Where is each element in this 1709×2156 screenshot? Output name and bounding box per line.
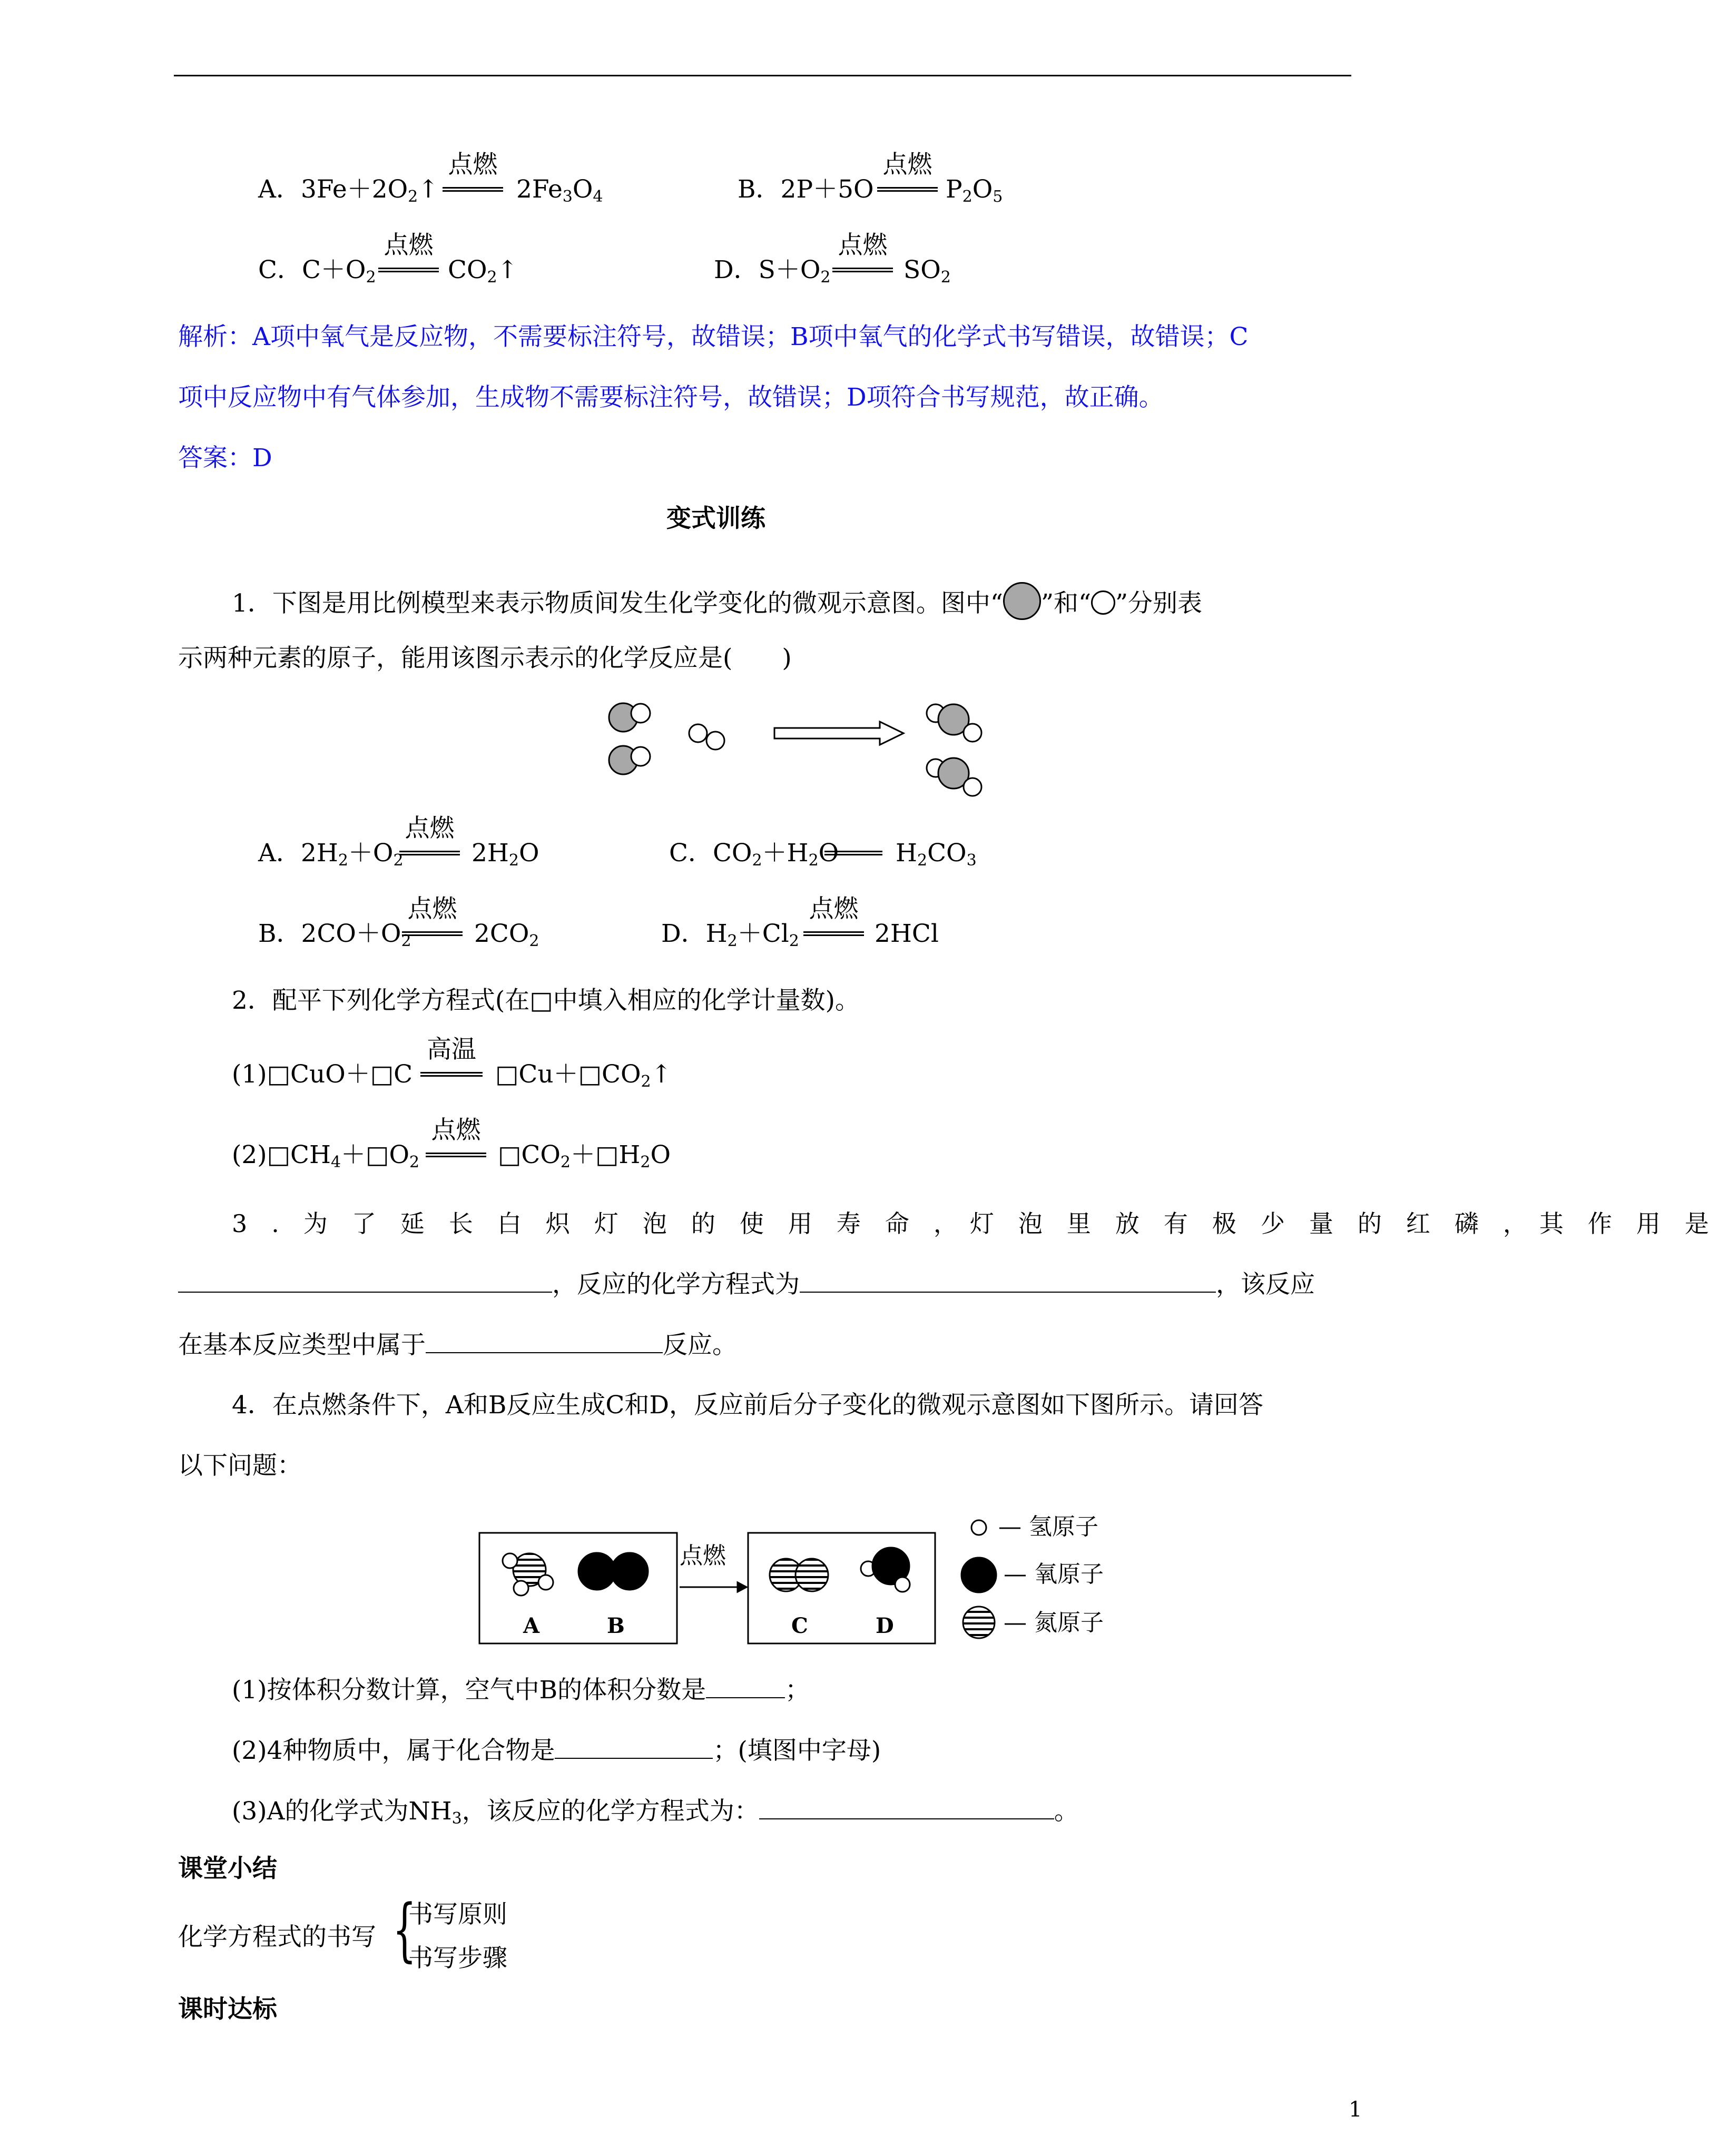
analysis-line-1: 解析：A项中氧气是反应物，不需要标注符号，故错误；B项中氧气的化学式书写错误，故错误；C bbox=[178, 322, 1249, 351]
q4-line-1: 4．在点燃条件下，A和B反应生成C和D，反应前后分子变化的微观示意图如下图所示。请回答 bbox=[232, 1391, 1264, 1420]
summary-label: 化学方程式的书写 bbox=[178, 1923, 376, 1952]
q4-molecule-b-oxygen-atom bbox=[611, 1553, 648, 1590]
q3-line-2: ，反应的化学方程式为 ，该反应 bbox=[178, 1268, 1315, 1301]
q2-equation-2-condition: 点燃 bbox=[431, 1116, 481, 1145]
option-a-equals bbox=[443, 187, 503, 192]
q3-blank-equation[interactable] bbox=[800, 1268, 1216, 1293]
q1-reactant-3-white-atom bbox=[689, 724, 707, 742]
final-title: 课时达标 bbox=[178, 1995, 277, 2024]
q1-option-c-product: $H_2CO_3$ bbox=[896, 839, 977, 870]
q4-molecule-a-hydrogen-atom bbox=[514, 1581, 528, 1596]
q1-option-d: D．$H_2+Cl_2$ bbox=[661, 919, 799, 950]
analysis-answer: 答案：D bbox=[178, 444, 272, 472]
q3-line-3: 在基本反应类型中属于 反应。 bbox=[178, 1329, 737, 1361]
q2-equation-2-products: $□CO_2+□H_2O$ bbox=[498, 1140, 671, 1171]
q3-line-1: 3 . 为 了 延 长 白 炽 灯 泡 的 使 用 寿 命 ， 灯 泡 里 放 有 极 少 量 的 红 磷 ， 其 作 用 是 bbox=[232, 1209, 1709, 1238]
q2-equation-2-reactants: $(2)□CH_4+□O_2$ bbox=[232, 1140, 420, 1171]
q1-option-c-equals bbox=[824, 851, 882, 855]
q4-blank-3[interactable] bbox=[759, 1795, 1054, 1819]
q1-line-2: 示两种元素的原子，能用该图示表示的化学反应是( ) bbox=[178, 644, 792, 673]
q1-option-a-equals bbox=[399, 851, 460, 855]
q1-line-1: 1．下图是用比例模型来表示物质间发生化学变化的微观示意图。图中“ ”和“ ”分别表 bbox=[232, 582, 1202, 620]
q4-sub-2: (2)4种物质中，属于化合物是 ；(填图中字母) bbox=[232, 1735, 881, 1767]
summary-item-principles: 书写原则 bbox=[408, 1900, 507, 1929]
q1-product-1-white-atom bbox=[964, 724, 981, 742]
q4-molecule-c-nitrogen-atom bbox=[795, 1559, 828, 1591]
q4-label-c: C bbox=[791, 1613, 808, 1638]
q4-molecule-b-oxygen-atom bbox=[578, 1553, 615, 1590]
legend-hydrogen-atom-icon bbox=[971, 1520, 986, 1535]
q4-sub-1: (1)按体积分数计算，空气中B的体积分数是 ； bbox=[232, 1674, 810, 1706]
option-a-condition: 点燃 bbox=[448, 150, 498, 179]
q1-option-a: A．$2H_2+O_2$ bbox=[258, 839, 404, 870]
section-title: 变式训练 bbox=[666, 504, 765, 533]
q1-option-b-condition: 点燃 bbox=[407, 894, 457, 923]
legend-hydrogen-label: — 氢原子 bbox=[998, 1513, 1098, 1540]
q1-reactant-2-white-atom bbox=[631, 747, 650, 766]
q4-blank-2[interactable] bbox=[555, 1735, 713, 1759]
q1-reaction-figure bbox=[601, 690, 1001, 806]
q4-molecule-a-hydrogen-atom bbox=[503, 1553, 517, 1568]
q4-molecule-a-hydrogen-atom bbox=[538, 1575, 553, 1590]
q4-arrow-condition: 点燃 bbox=[680, 1542, 726, 1569]
gray-atom-icon bbox=[1003, 582, 1041, 620]
q1-option-a-product: $2H_2O$ bbox=[472, 839, 539, 870]
q3-blank-reaction-type[interactable] bbox=[426, 1329, 663, 1353]
option-d-product: $SO_2$ bbox=[903, 255, 951, 287]
q4-line-2: 以下问题： bbox=[178, 1451, 302, 1480]
q2-equation-2-equals bbox=[426, 1153, 486, 1157]
summary-title: 课堂小结 bbox=[178, 1854, 277, 1883]
q4-label-b: B bbox=[607, 1613, 625, 1638]
q4-sub-3: (3)A的化学式为$NH_3$，该反应的化学方程式为： 。 bbox=[232, 1795, 1079, 1827]
legend-nitrogen-atom-icon bbox=[963, 1607, 995, 1638]
q1-reactant-3-white-atom bbox=[706, 732, 724, 750]
q2-equation-1-equals bbox=[420, 1072, 483, 1077]
q4-reactants-box bbox=[479, 1533, 677, 1643]
q4-molecule-figure bbox=[477, 1507, 1119, 1646]
header-rule bbox=[174, 75, 1351, 76]
option-c-condition: 点燃 bbox=[384, 231, 434, 260]
summary-brace: { bbox=[392, 1889, 417, 1970]
q4-blank-1[interactable] bbox=[706, 1674, 785, 1698]
option-d: D．$S+O_2$ bbox=[714, 255, 831, 287]
q1-option-d-equals bbox=[803, 931, 864, 936]
option-c-equals bbox=[378, 268, 439, 272]
q4-molecule-d-hydrogen-atom bbox=[895, 1577, 910, 1592]
option-b: B．2P＋5O bbox=[738, 175, 874, 204]
white-atom-icon bbox=[1091, 590, 1115, 615]
q1-option-c: C．$CO_2+H_2O$ bbox=[669, 839, 839, 870]
option-d-condition: 点燃 bbox=[838, 231, 888, 260]
summary-item-steps: 书写步骤 bbox=[408, 1944, 507, 1973]
option-a: A．$3Fe+2O_2↑$ bbox=[258, 175, 439, 206]
q1-reaction-arrow bbox=[774, 722, 903, 745]
option-a-product: $2Fe_3O_4$ bbox=[516, 175, 603, 206]
q4-label-d: D bbox=[876, 1613, 894, 1638]
option-c: C．$C+O_2$ bbox=[258, 255, 376, 287]
q1-option-b: B．$2CO+O_2$ bbox=[258, 919, 411, 950]
legend-oxygen-atom-icon bbox=[961, 1558, 996, 1592]
q2-equation-1-reactants: (1)□CuO＋□C bbox=[232, 1060, 413, 1089]
legend-oxygen-label: — 氧原子 bbox=[1004, 1561, 1104, 1588]
q1-product-2-white-atom bbox=[964, 778, 981, 796]
q2-equation-1-condition: 高温 bbox=[427, 1035, 476, 1064]
q3-blank-purpose[interactable] bbox=[178, 1268, 552, 1293]
q2-equation-1-products: $□Cu+□CO_2↑$ bbox=[495, 1060, 672, 1091]
option-b-product: $P_2O_5$ bbox=[946, 175, 1003, 206]
q1-reactant-1-white-atom bbox=[631, 704, 650, 723]
option-d-equals bbox=[832, 268, 893, 272]
page-number: 1 bbox=[1349, 2098, 1362, 2122]
q2-stem: 2．配平下列化学方程式(在□中填入相应的化学计量数)。 bbox=[232, 986, 860, 1015]
q1-option-a-condition: 点燃 bbox=[405, 814, 455, 843]
legend-nitrogen-label: — 氮原子 bbox=[1004, 1609, 1104, 1636]
q1-option-d-condition: 点燃 bbox=[809, 894, 859, 923]
q1-option-b-equals bbox=[402, 931, 463, 936]
q1-option-d-product: 2HCl bbox=[875, 919, 939, 948]
option-b-equals bbox=[877, 187, 938, 192]
option-c-product: $CO_2↑$ bbox=[448, 255, 518, 287]
q4-label-a: A bbox=[523, 1613, 540, 1638]
option-b-condition: 点燃 bbox=[882, 150, 932, 179]
analysis-line-2: 项中反应物中有气体参加，生成物不需要标注符号，故错误；D项符合书写规范，故正确。 bbox=[178, 383, 1164, 412]
q1-option-b-product: $2CO_2$ bbox=[474, 919, 539, 950]
